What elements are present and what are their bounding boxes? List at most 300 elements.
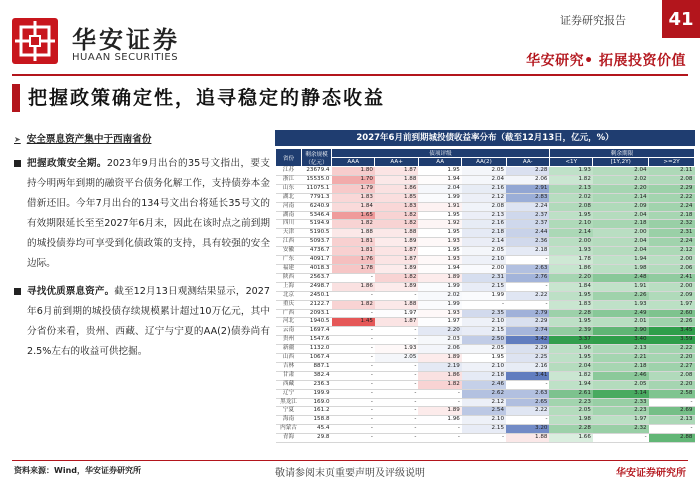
tagline: 华安研究• 拓展投资价值 [526, 53, 686, 69]
cell-yield: 3.20 [506, 425, 549, 434]
cell-province: 甘肃 [276, 371, 302, 380]
table-row [276, 407, 695, 416]
cell-yield: 2.10 [462, 318, 506, 327]
col-header-aa-minus: AA- [506, 158, 549, 167]
table-row [276, 273, 695, 282]
cell-yield: 1.70 [332, 175, 375, 184]
cell-yield: - [332, 291, 375, 300]
cell-yield: 1.81 [332, 238, 375, 247]
brand-name-en: HUAAN SECURITIES [72, 52, 179, 63]
cell-yield: - [506, 256, 549, 265]
cell-yield: 2.44 [506, 229, 549, 238]
cell-yield: 2.63 [506, 389, 549, 398]
cell-yield: 2.54 [462, 407, 506, 416]
cell-balance: 1067.4 [302, 354, 332, 363]
cell-yield: 1.93 [549, 247, 592, 256]
bullet-square-icon [14, 288, 21, 295]
cell-balance: 236.3 [302, 380, 332, 389]
cell-yield: 2.33 [593, 398, 649, 407]
col-header-ge2y: >=2Y [649, 158, 695, 167]
cell-yield: 2.18 [462, 371, 506, 380]
cell-balance: 15535.0 [302, 175, 332, 184]
cell-yield: 3.14 [593, 389, 649, 398]
cell-province: 重庆 [276, 300, 302, 309]
cell-yield: 2.79 [506, 309, 549, 318]
cell-yield: 1.87 [375, 167, 418, 176]
cell-yield: 2.61 [549, 389, 592, 398]
cell-yield: 1.65 [332, 211, 375, 220]
cell-yield: - [375, 327, 418, 336]
cell-yield: 2.29 [506, 345, 549, 354]
cell-yield: 2.26 [593, 291, 649, 300]
yield-table [275, 148, 695, 443]
cell-yield: 2.31 [462, 273, 506, 282]
cell-yield: 1.97 [375, 309, 418, 318]
cell-yield: - [332, 434, 375, 443]
group-header-rating: 债项评级 [332, 149, 550, 158]
cell-yield: 2.69 [649, 407, 695, 416]
cell-yield: 2.13 [649, 416, 695, 425]
cell-yield: - [506, 282, 549, 291]
table-row [276, 398, 695, 407]
cell-balance: 5093.7 [302, 238, 332, 247]
arrow-right-icon: ➤ [14, 135, 21, 144]
cell-yield: 1.95 [549, 318, 592, 327]
cell-yield: 2.13 [549, 184, 592, 193]
cell-yield: 2.48 [593, 273, 649, 282]
cell-yield: 2.10 [462, 256, 506, 265]
cell-yield: 1.89 [418, 354, 461, 363]
cell-yield: 1.99 [418, 193, 461, 202]
brand-name-cn: 华安证券 [72, 25, 180, 54]
cell-yield: 1.91 [418, 202, 461, 211]
cell-province: 吉林 [276, 362, 302, 371]
cell-yield: 2.04 [593, 211, 649, 220]
cell-balance: 169.0 [302, 398, 332, 407]
cell-yield: 2.11 [649, 167, 695, 176]
cell-yield: 2.46 [462, 380, 506, 389]
section-heading [14, 130, 270, 150]
cell-yield: - [593, 434, 649, 443]
bullet-text: 截至12月13日观测结果显示，2027年6月前到期的城投债存续规模累计超过10万亿元，其中分省份来看，贵州、西藏、辽宁与宁夏的AA(2)债券尚有2.5%左右的收益可供挖掘。 [27, 286, 270, 357]
cell-yield: - [332, 416, 375, 425]
disclaimer: 敬请参阅末页重要声明及评级说明 [275, 468, 425, 479]
cell-balance: 1697.4 [302, 327, 332, 336]
cell-yield: 2.60 [649, 309, 695, 318]
cell-yield: 2.15 [462, 327, 506, 336]
cell-yield: 1.84 [332, 202, 375, 211]
table-row [276, 309, 695, 318]
cell-yield: 1.96 [418, 416, 461, 425]
cell-yield: 1.82 [418, 380, 461, 389]
table-row [276, 434, 695, 443]
cell-yield: 2.05 [375, 354, 418, 363]
cell-yield: 1.92 [418, 220, 461, 229]
cell-yield: - [332, 362, 375, 371]
cell-balance: 45.4 [302, 425, 332, 434]
cell-yield: 2.22 [649, 193, 695, 202]
cell-yield: 1.80 [332, 167, 375, 176]
cell-yield: 1.91 [593, 282, 649, 291]
cell-yield: 1.95 [462, 354, 506, 363]
cell-yield: 1.76 [332, 256, 375, 265]
cell-yield: 1.82 [375, 211, 418, 220]
cell-yield: - [506, 416, 549, 425]
cell-yield: - [332, 336, 375, 345]
cell-province: 山东 [276, 184, 302, 193]
cell-yield: 2.13 [462, 211, 506, 220]
table-row [276, 247, 695, 256]
cell-yield: - [418, 389, 461, 398]
cell-yield: 1.95 [418, 211, 461, 220]
cell-yield: 1.98 [593, 264, 649, 273]
cell-yield: 2.22 [649, 345, 695, 354]
cell-yield: - [418, 434, 461, 443]
cell-province: 辽宁 [276, 389, 302, 398]
cell-province: 湖北 [276, 193, 302, 202]
cell-balance: 29.8 [302, 434, 332, 443]
cell-yield: 2.21 [593, 354, 649, 363]
group-header-term: 剩余期限 [549, 149, 694, 158]
cell-yield: 2.18 [462, 229, 506, 238]
cell-yield: 2.06 [649, 264, 695, 273]
cell-yield: 1.86 [418, 371, 461, 380]
cell-yield: 2.10 [462, 362, 506, 371]
table-row [276, 371, 695, 380]
cell-yield: 2.36 [506, 238, 549, 247]
cell-yield: 2.24 [506, 202, 549, 211]
table-row [276, 354, 695, 363]
source-note: 资料来源：Wind，华安证券研究所 [14, 466, 141, 475]
cell-yield: 2.10 [462, 416, 506, 425]
cell-yield: 2.29 [649, 184, 695, 193]
col-header-balance: 剩余规模（亿元） [302, 149, 332, 167]
cell-yield: 2.32 [649, 220, 695, 229]
cell-balance: 5194.9 [302, 220, 332, 229]
cell-yield: 1.95 [418, 229, 461, 238]
cell-yield: 2.32 [593, 425, 649, 434]
cell-yield: 1.83 [332, 193, 375, 202]
cell-yield: 2.27 [649, 362, 695, 371]
table-row [276, 389, 695, 398]
table-row [276, 300, 695, 309]
cell-yield: 1.87 [375, 256, 418, 265]
table-row [276, 318, 695, 327]
cell-yield: 2.04 [593, 238, 649, 247]
cell-yield: 2.14 [462, 238, 506, 247]
cell-province: 湖南 [276, 211, 302, 220]
cell-yield: 2.16 [462, 184, 506, 193]
cell-yield: 1.98 [549, 416, 592, 425]
cell-yield: 2.25 [506, 354, 549, 363]
cell-province: 河北 [276, 318, 302, 327]
cell-yield: 2.18 [649, 211, 695, 220]
cell-yield: 3.42 [506, 336, 549, 345]
cell-yield: 2.65 [506, 398, 549, 407]
cell-yield: 3.37 [549, 336, 592, 345]
cell-yield: 1.66 [549, 434, 592, 443]
cell-yield: 1.82 [375, 220, 418, 229]
cell-balance: 5346.4 [302, 211, 332, 220]
footer-divider [12, 460, 688, 461]
cell-yield: 2.00 [549, 238, 592, 247]
cell-yield: - [332, 345, 375, 354]
cell-balance: 2498.7 [302, 282, 332, 291]
bullet-item [14, 154, 270, 274]
cell-yield: - [649, 425, 695, 434]
cell-province: 北京 [276, 291, 302, 300]
cell-yield: 1.94 [418, 175, 461, 184]
table-row [276, 380, 695, 389]
cell-yield: 2.06 [418, 345, 461, 354]
col-header-aa2: AA(2) [462, 158, 506, 167]
cell-yield: 2.20 [549, 273, 592, 282]
cell-yield: 2.37 [506, 211, 549, 220]
cell-yield: 2.31 [649, 229, 695, 238]
cell-yield: 3.45 [649, 327, 695, 336]
cell-yield: - [332, 425, 375, 434]
cell-province: 天津 [276, 229, 302, 238]
cell-yield: - [332, 327, 375, 336]
cell-yield: 2.08 [549, 202, 592, 211]
cell-yield: 2.14 [593, 193, 649, 202]
cell-balance: 5190.5 [302, 229, 332, 238]
cell-yield: - [375, 371, 418, 380]
section-heading-text: 安全票息资产集中于西南省份 [26, 134, 152, 145]
cell-yield: 1.88 [375, 300, 418, 309]
table-row [276, 264, 695, 273]
table-row [276, 416, 695, 425]
cell-yield: 2.62 [462, 389, 506, 398]
cell-province: 河南 [276, 202, 302, 211]
cell-yield: 2.04 [593, 167, 649, 176]
cell-yield: 2.18 [506, 247, 549, 256]
cell-yield: 1.93 [418, 309, 461, 318]
cell-balance: 4018.3 [302, 264, 332, 273]
cell-yield: 2.15 [462, 282, 506, 291]
cell-yield: 1.95 [418, 167, 461, 176]
cell-yield: 2.91 [506, 184, 549, 193]
cell-balance: 2122.7 [302, 300, 332, 309]
table-row [276, 175, 695, 184]
cell-yield: 2.19 [418, 362, 461, 371]
cell-yield: 1.84 [549, 282, 592, 291]
cell-yield: 2.49 [593, 309, 649, 318]
cell-yield: 2.12 [462, 398, 506, 407]
table-row [276, 282, 695, 291]
cell-balance: 382.4 [302, 371, 332, 380]
cell-province: 内蒙古 [276, 425, 302, 434]
cell-yield: 1.96 [549, 345, 592, 354]
cell-yield: 1.93 [549, 167, 592, 176]
logo-mark-icon [12, 18, 58, 64]
cell-yield: 2.28 [506, 167, 549, 176]
cell-yield: 2.24 [649, 202, 695, 211]
cell-yield: - [375, 425, 418, 434]
bullet-text: 2023年9月出台的35号文指出，要支持今明两年到期的融资平台债务化解工作，支持债券本金借新还旧。今年7月出台的134号文出台将延长35号文的有效期限延长至至2027年6月末，因此在该时点之前到期的城投债券均可享受到化债政策的支持，具有较强的安全边际。 [27, 158, 271, 269]
cell-yield: 2.02 [418, 291, 461, 300]
cell-yield: 1.82 [549, 175, 592, 184]
cell-yield: 2.01 [593, 318, 649, 327]
cell-yield: 2.08 [649, 371, 695, 380]
cell-yield: 2.06 [506, 175, 549, 184]
cell-yield: - [462, 434, 506, 443]
cell-balance: 1940.5 [302, 318, 332, 327]
cell-yield: 2.23 [549, 398, 592, 407]
cell-yield: 2.10 [549, 220, 592, 229]
cell-yield: 1.95 [549, 211, 592, 220]
table-body [276, 167, 695, 443]
cell-province: 福建 [276, 264, 302, 273]
cell-yield: - [375, 389, 418, 398]
header-divider [12, 74, 688, 76]
cell-yield: 1.94 [418, 264, 461, 273]
cell-yield: 1.79 [332, 184, 375, 193]
cell-yield: 1.82 [332, 300, 375, 309]
cell-yield: 1.87 [375, 247, 418, 256]
cell-yield: 1.89 [418, 273, 461, 282]
cell-yield: 2.24 [649, 238, 695, 247]
cell-balance: 4736.7 [302, 247, 332, 256]
cell-yield: 2.18 [593, 362, 649, 371]
cell-balance: 158.8 [302, 416, 332, 425]
brand-logo [12, 18, 58, 64]
cell-yield: 2.05 [462, 167, 506, 176]
cell-balance: 2563.7 [302, 273, 332, 282]
table-row [276, 211, 695, 220]
cell-yield: 2.20 [593, 184, 649, 193]
cell-yield: 3.59 [649, 336, 695, 345]
cell-province: 云南 [276, 327, 302, 336]
cell-yield: 2.04 [418, 184, 461, 193]
cell-yield: 2.04 [593, 247, 649, 256]
cell-province: 安徽 [276, 247, 302, 256]
cell-yield: 1.78 [332, 264, 375, 273]
cell-yield: - [332, 371, 375, 380]
cell-yield: - [375, 291, 418, 300]
cell-yield: 2.83 [506, 193, 549, 202]
cell-yield: 1.45 [332, 318, 375, 327]
cell-yield: 2.63 [506, 264, 549, 273]
cell-yield: 2.46 [593, 371, 649, 380]
cell-province: 海南 [276, 416, 302, 425]
cell-yield: 1.89 [418, 407, 461, 416]
cell-balance: 1132.0 [302, 345, 332, 354]
cell-yield: 1.99 [418, 282, 461, 291]
cell-yield: 1.86 [332, 282, 375, 291]
cell-yield: 1.86 [375, 184, 418, 193]
cell-yield: 1.93 [418, 256, 461, 265]
cell-yield: 2.23 [593, 407, 649, 416]
cell-province: 山西 [276, 354, 302, 363]
cell-yield: - [418, 425, 461, 434]
cell-yield: 2.00 [462, 264, 506, 273]
cell-yield: 1.88 [375, 229, 418, 238]
table-row [276, 425, 695, 434]
cell-yield: 2.22 [506, 291, 549, 300]
cell-yield: 2.28 [549, 309, 592, 318]
cell-yield: - [506, 300, 549, 309]
cell-yield: 3.40 [593, 336, 649, 345]
cell-yield: - [332, 309, 375, 318]
cell-province: 西藏 [276, 380, 302, 389]
table-row [276, 193, 695, 202]
table-row [276, 336, 695, 345]
cell-yield: 1.97 [418, 318, 461, 327]
cell-balance: 1547.6 [302, 336, 332, 345]
text-column [14, 130, 270, 370]
cell-yield: 2.05 [462, 247, 506, 256]
cell-yield: 2.12 [649, 247, 695, 256]
cell-yield: 1.95 [549, 291, 592, 300]
cell-yield: 1.95 [549, 354, 592, 363]
cell-yield: 2.03 [418, 336, 461, 345]
cell-balance: 7791.3 [302, 193, 332, 202]
cell-yield: 1.93 [418, 238, 461, 247]
cell-province: 青海 [276, 434, 302, 443]
cell-balance: 4091.7 [302, 256, 332, 265]
cell-yield: 2.58 [649, 389, 695, 398]
cell-yield: 2.04 [462, 175, 506, 184]
cell-balance: 161.2 [302, 407, 332, 416]
cell-province: 四川 [276, 220, 302, 229]
cell-yield: 2.15 [462, 425, 506, 434]
cell-balance: 2093.1 [302, 309, 332, 318]
bullet-lead: 把握政策安全期。 [27, 158, 107, 169]
cell-yield: 2.74 [506, 327, 549, 336]
cell-yield: 2.37 [506, 220, 549, 229]
cell-balance: 11075.1 [302, 184, 332, 193]
table-row [276, 202, 695, 211]
cell-yield: 2.00 [649, 282, 695, 291]
cell-yield: 3.41 [506, 371, 549, 380]
col-header-province: 省份 [276, 149, 302, 167]
cell-yield: - [375, 336, 418, 345]
cell-yield: 2.28 [549, 425, 592, 434]
cell-yield: 2.16 [462, 220, 506, 229]
cell-yield: 2.04 [549, 362, 592, 371]
cell-yield: 1.83 [549, 300, 592, 309]
cell-yield: 2.18 [593, 220, 649, 229]
cell-yield: - [375, 398, 418, 407]
table-row [276, 220, 695, 229]
page-number: 41 [662, 0, 700, 38]
cell-yield: - [462, 300, 506, 309]
table-row [276, 238, 695, 247]
cell-yield: 1.82 [375, 273, 418, 282]
cell-province: 江西 [276, 238, 302, 247]
cell-yield: 1.99 [462, 291, 506, 300]
cell-balance: 887.1 [302, 362, 332, 371]
cell-yield: 2.50 [462, 336, 506, 345]
cell-yield: 1.95 [418, 247, 461, 256]
cell-yield: 2.00 [593, 229, 649, 238]
cell-yield: 2.41 [649, 273, 695, 282]
cell-province: 浙江 [276, 175, 302, 184]
table-row [276, 229, 695, 238]
cell-yield: 1.85 [375, 193, 418, 202]
col-header-aa-plus: AA+ [375, 158, 418, 167]
cell-yield: 1.88 [375, 175, 418, 184]
cell-province: 广西 [276, 309, 302, 318]
cell-yield: - [375, 434, 418, 443]
cell-yield: - [375, 362, 418, 371]
bullet-square-icon [14, 160, 21, 167]
cell-province: 宁夏 [276, 407, 302, 416]
cell-yield: 1.86 [549, 264, 592, 273]
cell-province: 上海 [276, 282, 302, 291]
cell-yield: - [375, 407, 418, 416]
